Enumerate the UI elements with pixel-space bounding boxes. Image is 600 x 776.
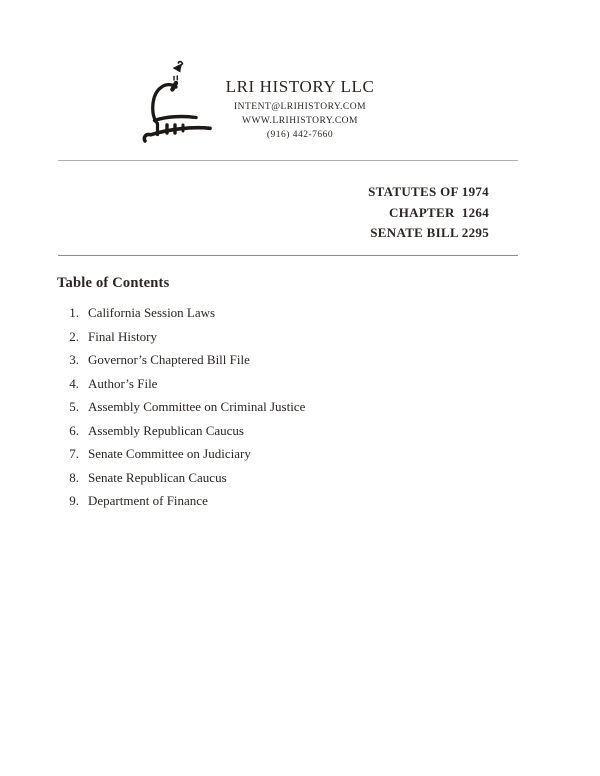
toc-item-label: Senate Republican Caucus: [88, 469, 227, 485]
toc-item: [55, 494, 305, 508]
toc-item-number: 9.: [69, 493, 79, 508]
toc-item: [55, 471, 305, 485]
letterhead: [212, 77, 388, 142]
toc-item: [55, 424, 305, 438]
toc-item-number: 6.: [69, 422, 79, 438]
divider-bottom: [58, 255, 518, 256]
toc-item-number: 4.: [69, 375, 79, 391]
toc-item-label: Department of Finance: [88, 493, 208, 508]
toc-item: [55, 377, 305, 391]
capitol-dome-icon: [140, 57, 220, 147]
toc-item-number: 7.: [69, 446, 79, 461]
toc-item-label: Senate Committee on Judiciary: [88, 446, 251, 461]
toc-item: [55, 447, 305, 461]
toc-item-number: 1.: [69, 305, 79, 320]
toc-heading: Table of Contents: [57, 275, 170, 291]
toc-item-label: Assembly Committee on Criminal Justice: [88, 399, 306, 414]
company-email: INTENT@LRIHISTORY.COM: [233, 102, 367, 112]
toc-item: [55, 400, 305, 414]
senate-bill-line: SENATE BILL 2295: [370, 225, 489, 240]
toc-list: [55, 306, 305, 518]
toc-item-label: Author’s File: [88, 375, 158, 391]
toc-item: [55, 353, 305, 367]
toc-item-label: Assembly Republican Caucus: [88, 422, 244, 438]
toc-item-label: Governor’s Chaptered Bill File: [88, 352, 250, 367]
toc-item-number: 3.: [69, 352, 79, 367]
toc-item: [55, 330, 305, 344]
toc-item-number: 8.: [69, 469, 79, 485]
company-phone: (916) 442-7660: [266, 130, 334, 140]
toc-item-number: 2.: [69, 328, 79, 344]
toc-item-label: California Session Laws: [88, 305, 216, 320]
company-website: WWW.LRIHISTORY.COM: [242, 116, 358, 126]
statutes-line: STATUTES OF 1974: [368, 184, 489, 199]
bill-reference-block: [368, 182, 489, 244]
toc-item-label: Final History: [88, 328, 157, 344]
company-name: LRI HISTORY LLC: [225, 77, 375, 96]
chapter-line: CHAPTER 1264: [389, 204, 489, 220]
divider-top: [58, 160, 518, 161]
toc-item-number: 5.: [69, 399, 79, 414]
toc-item: [55, 306, 305, 320]
